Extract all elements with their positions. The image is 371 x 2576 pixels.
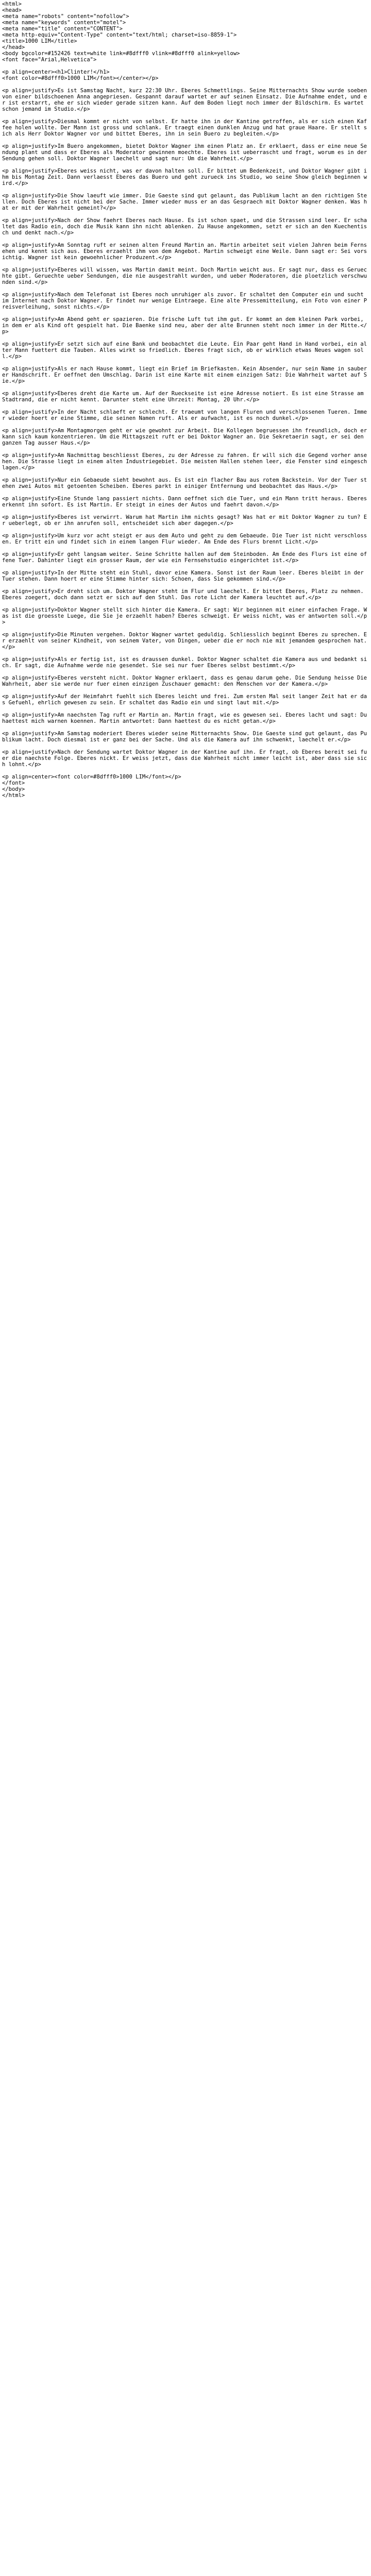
source-line: <p align=justify>Als er nach Hause kommt, liegt ein Brief im Briefkasten. Kein Absender, nur sein Name in sauberer Handschrift. Er oeffnet den Umschlag. Darin ist eine Karte mit einem einzigen Satz: Die Wahrheit wartet auf Sie.</p> [2,366,367,384]
source-line: <p align=justify>Am Sonntag ruft er seinen alten Freund Martin an. Martin arbeitet seit vielen Jahren beim Fernsehen und kennt sich aus. Eberes erzaehlt ihm von dem Angebot. Martin schweigt eine Weile. Dann sagt er: Sei vorsichtig. Wagner ist kein gewoehnlicher Produzent.</p> [2,242,367,261]
source-line: <meta name="title" content="CONTENT"> [2,26,123,32]
source-line [2,335,369,341]
source-line: <p align=justify>Nach der Sendung wartet Doktor Wagner in der Kantine auf ihn. Er fragt, ob Eberes bereit sei fuer die naechste Folge. Eberes nickt. Er weiss jetzt, dass die Wahrheit nicht immer leicht ist, aber dass sie sich lohnt.</p> [2,749,367,768]
source-line [2,545,369,551]
source-line: <p align=justify>Nur ein Gebaeude sieht bewohnt aus. Es ist ein flacher Bau aus rotem Backstein. Vor der Tuer stehen zwei Autos mit getoenten Scheiben. Eberes parkt in einiger Entfernung und beobachtet das Haus.</p> [2,477,367,489]
source-line: <title>1000 LIM</title> [2,38,77,44]
source-line: </body> [2,786,25,792]
source-line: <p align=justify>Er dreht sich um. Doktor Wagner steht im Flur und laechelt. Er bittet Eberes, Platz zu nehmen. Eberes zoegert, doch dann setzt er sich auf den Stuhl. Das rote Licht der Kamera leuchtet auf.</p> [2,588,367,601]
source-line: <p align=justify>Diesmal kommt er nicht von selbst. Er hatte ihn in der Kantine getroffen, als er sich einen Kaffee holen wollte. Der Mann ist gross und schlank. Er traegt einen dunklen Anzug und hat graue Haare. Er stellt sich als Herr Doktor Wagner vor und bittet Eberes, ihn in sein Buero zu begleiten.</p> [2,118,367,137]
source-line: <html> [2,1,22,7]
source-line: </head> [2,44,25,50]
source-line [2,564,369,570]
source-line: <meta name="robots" content="nofollow"> [2,13,129,20]
source-line [2,527,369,533]
source-line [2,687,369,693]
source-line: <p align=justify>Eberes will wissen, was Martin damit meint. Doch Martin weicht aus. Er sagt nur, dass es Geruechte gibt. Geruechte ueber Sendungen, die nie ausgestrahlt wurden, und ueber Moderatoren, die ploetzlich verschwunden sind.</p> [2,267,367,285]
source-line: <p align=justify>In der Nacht schlaeft er schlecht. Er traeumt von langen Fluren und verschlossenen Tueren. Immer wieder hoert er eine Stimme, die seinen Namen ruft. Als er aufwacht, ist es noch dunkel.</p> [2,409,367,421]
source-line: <p align=justify>Um kurz vor acht steigt er aus dem Auto und geht zu dem Gebaeude. Die Tuer ist nicht verschlossen. Er tritt ein und findet sich in einem langen Flur wieder. Am Ende des Flurs brennt Licht.</p> [2,533,367,545]
source-line: <p align=justify>Er geht langsam weiter. Seine Schritte hallen auf dem Steinboden. Am Ende des Flurs ist eine offene Tuer. Dahinter liegt ein grosser Raum, der wie ein Fernsehstudio eingerichtet ist.</p> [2,551,367,564]
source-line [2,768,369,774]
source-line: <p align=justify>Nach der Show faehrt Eberes nach Hause. Es ist schon spaet, und die Strassen sind leer. Er schaltet das Radio ein, doch die Musik kann ihn nicht ablenken. Zu Hause angekommen, setzt er sich an den Kuechentisch und denkt nach.</p> [2,217,367,236]
source-line [2,112,369,118]
source-line: <p align=justify>Am naechsten Tag ruft er Martin an. Martin fragt, wie es gewesen sei. Eberes lacht und sagt: Du haettest mich warnen koennen. Martin antwortet: Dann haettest du es nicht getan.</p> [2,712,370,724]
source-line [2,471,369,477]
source-line [2,236,369,242]
source-line [2,285,369,292]
source-line [2,187,369,193]
source-line: <meta name="keywords" content="motel"> [2,20,126,26]
source-line: <body bgcolor=#152426 text=white link=#8dfff0 vlink=#8dfff0 alink=yellow> [2,50,240,57]
source-line: <p align=justify>Am Samstag moderiert Eberes wieder seine Mitternachts Show. Die Gaeste sind gut gelaunt, das Publikum lacht. Doch diesmal ist er ganz bei der Sache. Und als die Kamera auf ihn schwenkt, laechelt er.</p> [2,731,367,743]
source-line: <p align=justify>Eberes versteht nicht. Doktor Wagner erklaert, dass es genau darum gehe. Die Sendung heisse Die Wahrheit, aber sie werde nur fuer einen einzigen Zuschauer gemacht: den Menschen vor der Kamera.</p> [2,675,370,687]
source-line: <p align=justify>Als er fertig ist, ist es draussen dunkel. Doktor Wagner schaltet die Kamera aus und bedankt sich. Er sagt, die Aufnahme werde nie gesendet. Sie sei nur fuer Eberes selbst bestimmt.</p> [2,656,367,669]
source-line: <p align=justify>In der Mitte steht ein Stuhl, davor eine Kamera. Sonst ist der Raum leer. Eberes bleibt in der Tuer stehen. Dann hoert er eine Stimme hinter sich: Schoen, dass Sie gekommen sind.</p> [2,570,367,582]
source-line [2,310,369,316]
source-line [2,261,369,267]
source-line [2,743,369,749]
source-line [2,403,369,409]
source-line: <p align=justify>Eberes weiss nicht, was er davon halten soll. Er bittet um Bedenkzeit, und Doktor Wagner gibt ihm bis Montag Zeit. Dann verlaesst Eberes das Buero und geht zurueck ins Studio, wo seine Show gleich beginnen wird.</p> [2,168,367,187]
source-line [2,489,369,496]
source-line: <p align=justify>Eine Stunde lang passiert nichts. Dann oeffnet sich die Tuer, und ein Mann tritt heraus. Eberes erkennt ihn sofort. Es ist Martin. Er steigt in eines der Autos und faehrt davon.</p> [2,496,370,508]
source-line: <p align=justify>Doktor Wagner stellt sich hinter die Kamera. Er sagt: Wir beginnen mit einer einfachen Frage. Was ist die groesste Luege, die Sie je erzaehlt haben? Eberes schweigt. Er weiss nicht, was er antworten soll.</p> [2,607,367,625]
source-line [2,582,369,588]
source-line: <p align=justify>Am Abend geht er spazieren. Die frische Luft tut ihm gut. Er kommt an dem kleinen Park vorbei, in dem er als Kind oft gespielt hat. Die Baenke sind neu, aber der alte Brunnen steht noch immer in der Mitte.</p> [2,316,367,335]
source-line [2,81,369,88]
source-line: <p align=justify>Am Montagmorgen geht er wie gewohnt zur Arbeit. Die Kollegen begruessen ihn freundlich, doch er kann sich kaum konzentrieren. Um die Mittagszeit ruft er bei Doktor Wagner an. Die Sekretaerin sagt, er sei den ganzen Tag ausser Haus.</p> [2,428,370,446]
source-line: <p align=justify>Er setzt sich auf eine Bank und beobachtet die Leute. Ein Paar geht Hand in Hand vorbei, ein alter Mann fuettert die Tauben. Alles wirkt so friedlich. Eberes fragt sich, ob er wirklich etwas Neues wagen soll.</p> [2,341,367,360]
source-line: <p align=justify>Die Show laeuft wie immer. Die Gaeste sind gut gelaunt, das Publikum lacht an den richtigen Stellen. Doch Eberes ist nicht bei der Sache. Immer wieder muss er an das Gespraech mit Doktor Wagner denken. Was hat er mit der Wahrheit gemeint?</p> [2,193,367,211]
source-line [2,446,369,452]
source-line [2,650,369,656]
source-line: <meta http-equiv="Content-Type" content="text/html; charset=iso-8859-1"> [2,32,237,38]
source-line [2,384,369,391]
source-line: <p align=justify>Die Minuten vergehen. Doktor Wagner wartet geduldig. Schliesslich beginnt Eberes zu sprechen. Er erzaehlt von seiner Kindheit, von seinem Vater, von Dingen, ueber die er noch nie mit jemandem gesprochen hat.</p> [2,632,367,650]
source-line: <p align=justify>Im Buero angekommen, bietet Doktor Wagner ihm einen Platz an. Er erklaert, dass er eine neue Sendung plant und dass er Eberes als Moderator gewinnen moechte. Eberes ist ueberrascht und fragt, worum es in der Sendung gehen soll. Doktor Wagner laechelt und sagt nur: Um die Wahrheit.</p> [2,143,370,162]
source-line [2,724,369,731]
source-line: <font color=#8dfff0>1000 LIM</font></center></p> [2,75,159,81]
source-line: <font face="Arial,Helvetica"> [2,57,97,63]
source-line [2,211,369,217]
source-line [2,706,369,712]
source-line [2,421,369,428]
source-line: <p align=justify>Auf der Heimfahrt fuehlt sich Eberes leicht und frei. Zum ersten Mal seit langer Zeit hat er das Gefuehl, ehrlich gewesen zu sein. Er schaltet das Radio ein und singt laut mit.</p> [2,693,367,706]
source-line [2,63,369,69]
source-line: <p align=justify>Am Nachmittag beschliesst Eberes, zu der Adresse zu fahren. Er will sich die Gegend vorher ansehen. Die Strasse liegt in einem alten Industriegebiet. Die meisten Hallen stehen leer, die Fenster sind eingeschlagen.</p> [2,452,367,471]
source-line: </font> [2,780,25,786]
source-code-listing [0,0,371,800]
source-line [2,508,369,514]
source-line [2,625,369,632]
source-line [2,360,369,366]
source-line: <p align=center><font color=#8dfff0>1000 LIM</font></p> [2,774,181,780]
source-line: <p align=justify>Es ist Samstag Nacht, kurz 22:30 Uhr. Eberes Schmettlings. Seine Mitternachts Show wurde soeben von einer bildschoenen Anna angepriesen. Gespannt darauf wartet er auf seinen Einsatz. Die Aufnahme endet, und er ist erstarrt, ehe er sich wieder gerade sitzen kann. Auf dem Boden liegt noch immer der Bildschirm. Es wartet schon jemand im Studio.</p> [2,88,370,112]
source-line [2,601,369,607]
source-line: <head> [2,7,22,13]
source-line: <p align=justify>Eberes ist verwirrt. Warum hat Martin ihm nichts gesagt? Was hat er mit Doktor Wagner zu tun? Er ueberlegt, ob er ihn anrufen soll, entscheidet sich aber dagegen.</p> [2,514,367,527]
source-line: <p align=justify>Nach dem Telefonat ist Eberes noch unruhiger als zuvor. Er schaltet den Computer ein und sucht im Internet nach Doktor Wagner. Er findet nur wenige Eintraege. Eine alte Pressemitteilung, ein Foto von einer Preisverleihung, sonst nichts.</p> [2,292,367,310]
source-line [2,162,369,168]
source-line: </html> [2,792,25,799]
source-line [2,137,369,143]
source-line: <p align=justify>Eberes dreht die Karte um. Auf der Rueckseite ist eine Adresse notiert. Es ist eine Strasse am Stadtrand, die er nicht kennt. Darunter steht eine Uhrzeit: Montag, 20 Uhr.</p> [2,391,367,403]
source-line: <p align=center><h1>Clinter!</h1> [2,69,110,75]
source-line [2,669,369,675]
